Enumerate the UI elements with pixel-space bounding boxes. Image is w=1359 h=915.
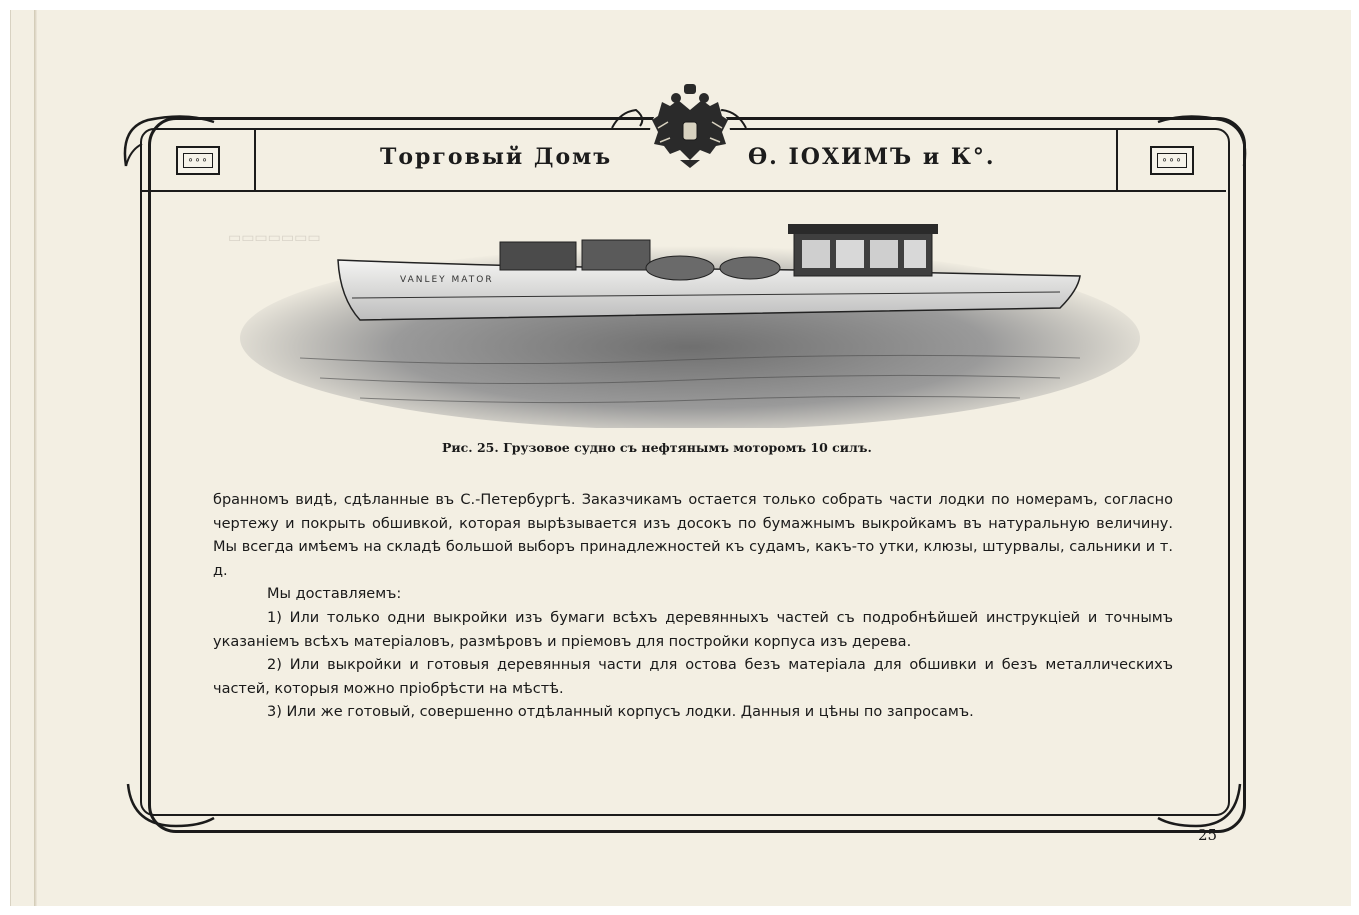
paragraph-option-3: 3) Или же готовый, совершенно отдѣланный корпусъ лодки. Данныя и цѣны по запросамъ. (267, 704, 974, 721)
nameplate-right-text: ∘∘∘ (1157, 153, 1186, 168)
header-separator-right (1116, 130, 1118, 190)
nameplate-left (176, 146, 220, 175)
cargo-boat-engraving (240, 218, 1140, 428)
page-number: 25 (1198, 826, 1218, 844)
bleed-through-decoration: ▭▭▭▭▭▭▭ (228, 230, 321, 246)
header-divider (142, 190, 1226, 192)
body-text (213, 489, 1173, 725)
paragraph-option-2: 2) Или выкройки и готовыя деревянныя части для остова безъ матеріала для обшивки и безъ металлическихъ частей, которыя можно пріобрѣсти на мѣстѣ. (213, 657, 1173, 697)
header-company-name: Ѳ. IОХИМЪ и К°. (748, 144, 996, 170)
boat-hull-name: VANLEY MATOR (400, 275, 494, 285)
book-spine-shadow (34, 10, 37, 906)
header-company-label: Торговый Домъ (380, 144, 613, 170)
header-separator-left (254, 130, 256, 190)
imperial-eagle-crest-icon (648, 82, 732, 170)
paragraph-we-deliver: Мы доставляемъ: (267, 586, 402, 603)
nameplate-left-text: ∘∘∘ (183, 153, 212, 168)
paragraph-intro: бранномъ видѣ, сдѣланные въ С.-Петербургѣ. Заказчикамъ остается только собрать части лодки по номерамъ, согласно чертежу и покрыть обшивкой, которая вырѣзывается изъ досокъ по бумажнымъ выкройкамъ въ натуральную величину. Мы всегда имѣемъ на складѣ большой выборъ принадлежностей къ судамъ, какъ-то утки, клюзы, штурвалы, сальники и т. д. (213, 492, 1173, 579)
paragraph-option-1: 1) Или только одни выкройки изъ бумаги всѣхъ деревянныхъ частей съ подробнѣйшей инструкціей и точнымъ указаніемъ всѣхъ матеріаловъ, размѣровъ и пріемовъ для постройки корпуса изъ дерева. (213, 609, 1173, 650)
figure-caption: Рис. 25. Грузовое судно съ нефтянымъ моторомъ 10 силъ. (442, 440, 872, 455)
nameplate-right (1150, 146, 1194, 175)
